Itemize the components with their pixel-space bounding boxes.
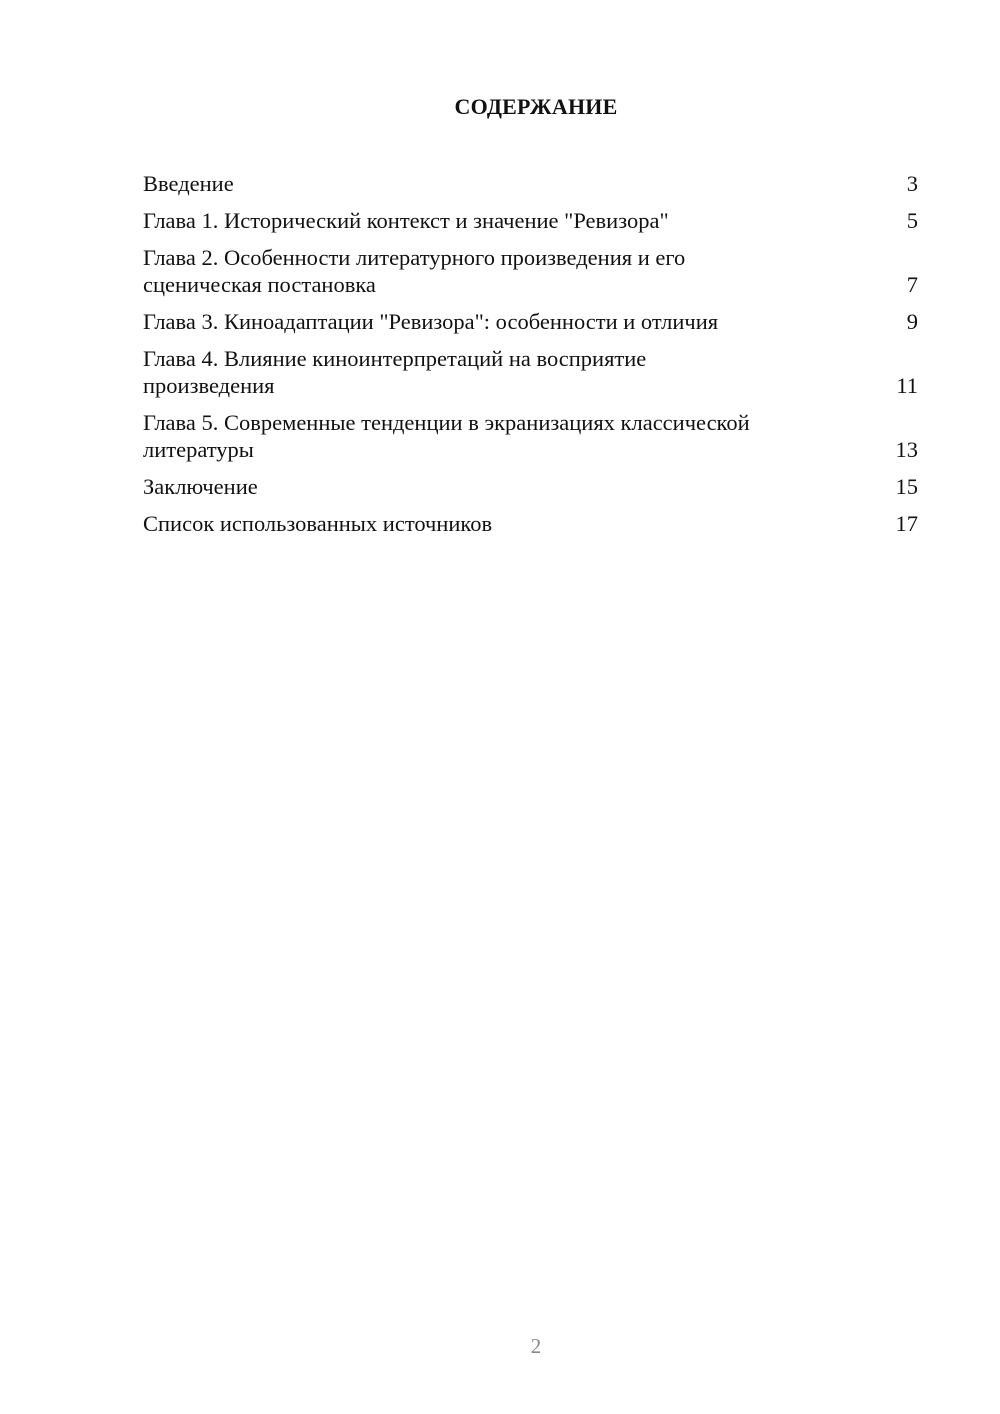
toc-entry-line: Глава 4. Влияние киноинтерпретаций на восприятие <box>143 346 647 371</box>
toc-entry[interactable] <box>143 308 918 335</box>
toc-entry[interactable] <box>143 473 918 500</box>
toc-entry-page: 13 <box>895 437 918 462</box>
toc-entry-page: 3 <box>906 171 918 196</box>
toc-entry[interactable] <box>143 345 918 399</box>
toc-entry-line: Список использованных источников <box>143 511 493 536</box>
toc-entry-title <box>143 345 646 399</box>
toc-entry-line: сценическая постановка <box>143 272 376 297</box>
toc-entry[interactable] <box>143 510 918 537</box>
toc-entry-line: произведения <box>143 373 275 398</box>
toc-entry[interactable] <box>143 207 918 234</box>
toc-entry-line: Глава 1. Исторический контекст и значение "Ревизора" <box>143 208 669 233</box>
toc-entry-title <box>143 308 718 335</box>
toc-entry-line: литературы <box>143 437 254 462</box>
toc-entry-title <box>143 409 750 463</box>
toc-entry[interactable] <box>143 409 918 463</box>
toc-entry-line: Глава 3. Киноадаптации "Ревизора": особенности и отличия <box>143 309 719 334</box>
toc-entry-page: 5 <box>906 208 918 233</box>
toc-entry-title <box>143 207 669 234</box>
table-of-contents <box>143 170 918 547</box>
toc-entry-page: 7 <box>906 272 918 297</box>
toc-entry-line: Глава 5. Современные тенденции в экранизациях классической <box>143 410 750 435</box>
toc-entry-page: 9 <box>906 309 918 334</box>
toc-entry[interactable] <box>143 244 918 298</box>
page-number: 2 <box>530 1334 542 1358</box>
toc-entry-page: 17 <box>895 511 918 536</box>
toc-entry-line: Заключение <box>143 474 258 499</box>
toc-entry-title <box>143 510 492 537</box>
toc-entry-title <box>143 170 234 197</box>
toc-entry-line: Введение <box>143 171 234 196</box>
page-title: СОДЕРЖАНИЕ <box>454 94 618 119</box>
toc-entry-page: 11 <box>896 373 918 398</box>
toc-entry-title <box>143 244 685 298</box>
toc-entry-page: 15 <box>895 474 918 499</box>
toc-entry[interactable] <box>143 170 918 197</box>
toc-entry-title <box>143 473 258 500</box>
toc-entry-line: Глава 2. Особенности литературного произведения и его <box>143 245 686 270</box>
